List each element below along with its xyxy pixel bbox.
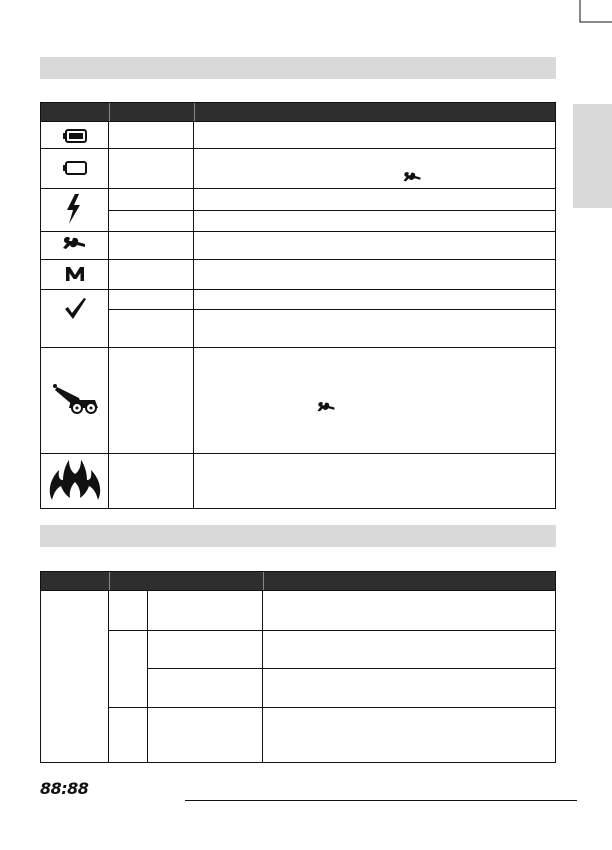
lightning-icon	[64, 194, 82, 224]
table2-header	[40, 571, 556, 591]
battery-empty-icon	[62, 161, 88, 175]
manual-mode-icon	[65, 266, 85, 282]
wrench-icon	[316, 401, 336, 414]
checkmark-icon	[63, 296, 87, 320]
side-tab	[573, 104, 612, 208]
footer-rule	[185, 800, 577, 801]
corner-crop-mark	[572, 0, 612, 40]
section-bar-2	[40, 525, 556, 547]
cannon-icon	[49, 378, 101, 414]
flames-icon	[47, 456, 103, 502]
page-time-display: 88:88	[40, 779, 89, 798]
battery-full-icon	[62, 129, 88, 143]
table1-header	[40, 102, 556, 122]
section-bar-1	[40, 57, 556, 79]
wrench-icon	[402, 171, 422, 184]
wrench-icon	[61, 236, 87, 252]
